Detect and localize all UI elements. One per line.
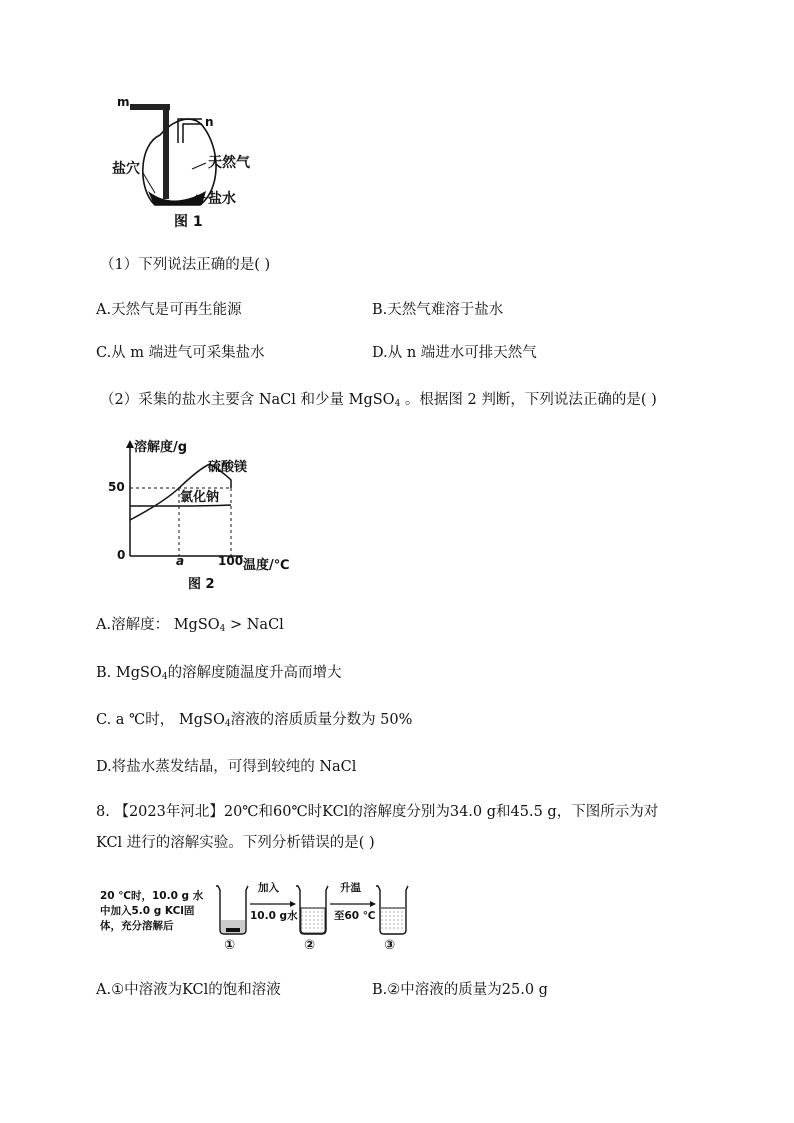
label-brine: 盐水 [208, 191, 236, 207]
x-tick-100: 100 [218, 554, 244, 568]
label-natural-gas: 天然气 [208, 155, 250, 171]
arrow-2-bottom-label: 至60 ℃ [334, 910, 376, 922]
x-axis-label: 温度/℃ [243, 558, 290, 573]
q2-option-b: B. MgSO$_4$的溶解度随温度升高而增大 [96, 665, 342, 682]
arrow-1-bottom-label: 10.0 g水 [250, 910, 298, 922]
arrow-1-top-label: 加入 [258, 882, 279, 894]
x-tick-a: a [176, 554, 185, 568]
setup-text-line-3: 体，充分溶解后 [100, 920, 174, 932]
q2-option-a: A.溶解度： MgSO$_4$ > NaCl [96, 617, 284, 634]
beaker-2-label: ② [304, 938, 316, 953]
label-n: n [205, 115, 214, 129]
figure-2-caption: 图 2 [188, 577, 215, 592]
y-axis-label: 溶解度/g [134, 440, 188, 455]
figure-1-salt-cave [110, 95, 290, 235]
q1-option-a: A.天然气是可再生能源 [96, 302, 242, 318]
series-label-nacl: 氯化钠 [180, 490, 220, 505]
figure-3-kcl-experiment [100, 878, 430, 960]
q1-option-c: C.从 m 端进气可采集盐水 [96, 345, 265, 361]
figure-2-solubility-chart [108, 438, 308, 593]
q1-option-b: B.天然气难溶于盐水 [372, 302, 504, 318]
y-tick-50: 50 [108, 480, 125, 494]
question-1-stem: （1）下列说法正确的是( ) [100, 257, 271, 273]
setup-text-line-2: 中加入5.0 g KCl固 [100, 905, 195, 917]
question-8-line-1: 8. 【2023年河北】20℃和60℃时KCl的溶解度分别为34.0 g和45.5 g，下图所示为对 [96, 804, 659, 820]
question-2-stem: （2）采集的盐水主要含 NaCl 和少量 MgSO$_4$ 。根据图 2 判断，下列说法正确的是( ) [100, 392, 657, 409]
q8-option-b: B.②中溶液的质量为25.0 g [372, 982, 548, 998]
origin-label: 0 [117, 548, 126, 562]
q2-option-d: D.将盐水蒸发结晶，可得到较纯的 NaCl [96, 759, 357, 775]
q1-option-d: D.从 n 端进水可排天然气 [372, 345, 537, 361]
setup-text-line-1: 20 ℃时，10.0 g 水 [100, 890, 204, 902]
q8-option-a: A.①中溶液为KCl的饱和溶液 [96, 982, 281, 998]
arrow-2-top-label: 升温 [340, 882, 361, 894]
label-m: m [117, 95, 130, 109]
figure-1-caption: 图 1 [174, 214, 203, 230]
nacl-curve [130, 505, 231, 506]
beaker-3-label: ③ [384, 938, 396, 953]
series-label-mgso4: 硫酸镁 [208, 460, 248, 475]
label-salt-cave: 盐穴 [112, 161, 140, 177]
question-8-line-2: KCl 进行的溶解实验。下列分析错误的是( ) [96, 835, 375, 851]
q2-option-c: C. a ℃时， MgSO$_4$溶液的溶质质量分数为 50% [96, 712, 413, 729]
beaker-1-label: ① [224, 938, 236, 953]
